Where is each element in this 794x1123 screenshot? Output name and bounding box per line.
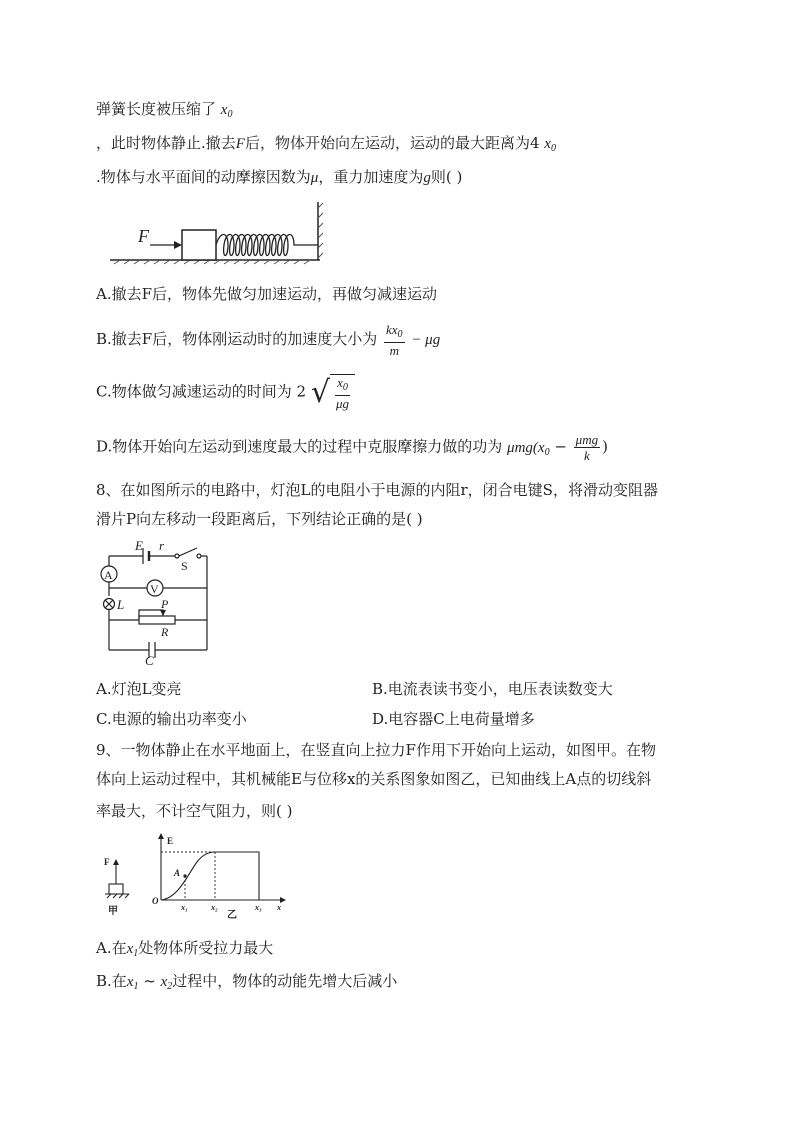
q9-option-b: B.在$x_1$ ~ $x_2$过程中，物体的动能先增大后减小 bbox=[96, 972, 398, 992]
q7-line-1: 弹簧长度被压缩了 $x_0$ bbox=[96, 100, 233, 120]
sqrt-expression: √ $\frac{x_0}{\mu g}$ bbox=[311, 374, 355, 411]
q9-option-a: A.在$x_1$处物体所受拉力最大 bbox=[96, 939, 274, 959]
q7-option-a: A.撤去F后，物体先做匀加速运动，再做匀减速运动 bbox=[96, 285, 438, 303]
fig-jia: 甲 bbox=[108, 906, 118, 917]
q9-line-2: 体向上运动过程中，其机械能E与位移x的关系图象如图乙，已知曲线上A点的切线斜 bbox=[96, 770, 652, 788]
q7-line-2: ，此时物体静止.撤去F后，物体开始向左运动，运动的最大距离为4 $x_0$ bbox=[96, 134, 556, 154]
q7-option-d: D.物体开始向左运动到速度最大的过程中克服摩擦力做的功为 $\mu mg(x_0$ − $\frac{\text{μmg}}{k}$ ) bbox=[96, 432, 608, 463]
q8-line-1: 8、在如图所示的电路中，灯泡L的电阻小于电源的内阻r，闭合电键S，将滑动变阻器 bbox=[96, 481, 658, 499]
q8-option-a: A.灯泡L变亮 bbox=[96, 680, 182, 698]
q7-line-3: .物体与水平面间的动摩擦因数为μ，重力加速度为g则( ) bbox=[96, 168, 463, 186]
fig-O: O bbox=[152, 896, 159, 906]
voltmeter-V: V bbox=[150, 582, 159, 596]
fig-yi: 乙 bbox=[227, 910, 237, 921]
label-R: R bbox=[161, 625, 169, 639]
spring-block-figure bbox=[110, 198, 340, 268]
fig-x3: x₃ bbox=[255, 903, 262, 912]
q7-option-c: C.物体做匀减速运动的时间为 2 √ $\frac{x_0}{\mu g}$ bbox=[96, 374, 355, 411]
fig-x: x bbox=[277, 903, 281, 912]
var-x0: $x_0$ bbox=[220, 102, 233, 120]
label-C: C bbox=[145, 653, 154, 666]
fig-A: A bbox=[174, 868, 181, 878]
q9-figures bbox=[97, 832, 297, 932]
label-E: E bbox=[135, 538, 143, 553]
fraction-kx0-over-m: $\frac{kx_0}{m}$ bbox=[385, 322, 403, 358]
q8-option-c: C.电源的输出功率变小 bbox=[96, 710, 247, 728]
label-L: L bbox=[117, 597, 125, 612]
label-P: P bbox=[161, 597, 169, 611]
force-label-F: F bbox=[138, 226, 149, 246]
fig-x1: x₁ bbox=[181, 903, 188, 912]
label-S: S bbox=[181, 559, 188, 573]
ammeter-A: A bbox=[104, 568, 113, 582]
var-x0: $x_0$ bbox=[544, 136, 556, 154]
q8-option-d: D.电容器C上电荷量增多 bbox=[372, 710, 535, 728]
fig-x2: x₂ bbox=[211, 903, 218, 912]
label-r: r bbox=[159, 538, 165, 553]
q9-line-1: 9、一物体静止在水平地面上，在竖直向上拉力F作用下开始向上运动，如图甲。在物 bbox=[96, 741, 656, 759]
fig-E: E bbox=[167, 836, 174, 846]
fig-F: F bbox=[104, 857, 110, 867]
q9-line-3: 率最大，不计空气阻力，则( ) bbox=[96, 802, 293, 820]
q7-option-b: B.撤去F后，物体刚运动时的加速度大小为 $\frac{kx_0}{m}$ − μg bbox=[96, 322, 441, 358]
q8-line-2: 滑片P向左移动一段距离后，下列结论正确的是( ) bbox=[96, 510, 423, 528]
circuit-diagram bbox=[97, 538, 222, 666]
fraction-umg-over-k: $\frac{\text{μmg}}{k}$ bbox=[575, 432, 599, 463]
q8-option-b: B.电流表读书变小，电压表读数变大 bbox=[372, 680, 613, 698]
